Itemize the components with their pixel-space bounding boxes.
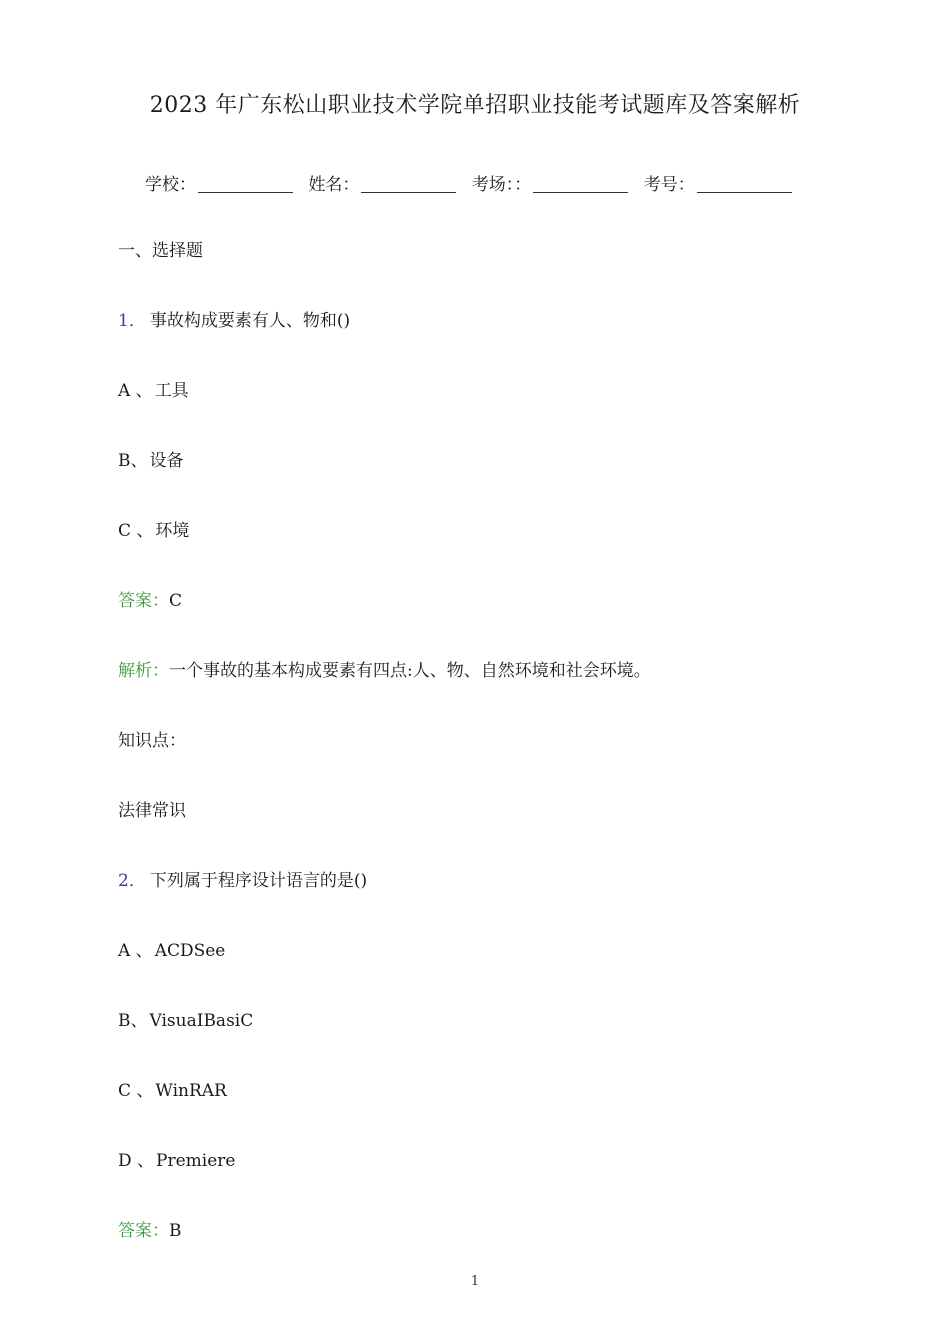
option-letter: D 、	[118, 1151, 155, 1171]
analysis-label: 解析：	[118, 661, 169, 681]
name-label: 姓名：	[308, 175, 360, 195]
option-text: 工具	[154, 381, 189, 401]
option-letter: B、	[118, 451, 148, 471]
school-blank	[198, 174, 293, 193]
option-text: ACDSee	[154, 941, 226, 961]
answer-value: B	[169, 1221, 182, 1241]
exam-room-label: 考场：：	[471, 175, 532, 195]
exam-number-label: 考号：	[643, 175, 695, 195]
option-letter: C 、	[118, 521, 154, 541]
section-heading: 一、选择题	[118, 241, 203, 261]
option-c	[118, 516, 189, 541]
option-text: 设备	[149, 451, 184, 471]
option-a	[118, 376, 189, 401]
option-a	[118, 936, 225, 961]
page-number: 1	[470, 1274, 480, 1289]
knowledge-value: 法律常识	[118, 801, 186, 821]
option-text: WinRAR	[155, 1081, 227, 1101]
exam-room-blank	[533, 174, 628, 193]
answer-line	[118, 586, 182, 611]
exam-number-blank	[697, 174, 792, 193]
name-blank	[361, 174, 456, 193]
answer-line	[118, 1216, 182, 1241]
question-number: 2．	[118, 871, 146, 891]
document-title: 2023 年广东松山职业技术学院单招职业技能考试题库及答案解析	[149, 93, 801, 118]
question-text: 下列属于程序设计语言的是()	[149, 871, 368, 891]
analysis-text: 一个事故的基本构成要素有四点:人、物、自然环境和社会环境。	[169, 661, 651, 681]
answer-label: 答案：	[118, 591, 169, 611]
knowledge-label: 知识点：	[118, 731, 186, 751]
option-text: Premiere	[156, 1151, 236, 1171]
student-info-row	[145, 170, 802, 195]
option-c	[118, 1076, 227, 1101]
option-letter: B、	[118, 1011, 148, 1031]
school-label: 学校：	[145, 175, 196, 195]
question-2	[118, 866, 367, 891]
question-number: 1．	[118, 311, 146, 331]
option-b	[118, 1006, 253, 1031]
option-letter: C 、	[118, 1081, 154, 1101]
answer-label: 答案：	[118, 1221, 169, 1241]
option-text: VisuaIBasiC	[149, 1011, 254, 1031]
option-letter: A 、	[118, 381, 153, 401]
option-b	[118, 446, 184, 471]
question-text: 事故构成要素有人、物和()	[149, 311, 351, 331]
question-1	[118, 306, 350, 331]
option-text: 环境	[155, 521, 190, 541]
answer-value: C	[169, 591, 183, 611]
option-d	[118, 1146, 235, 1171]
option-letter: A 、	[118, 941, 153, 961]
analysis-line	[118, 656, 651, 681]
